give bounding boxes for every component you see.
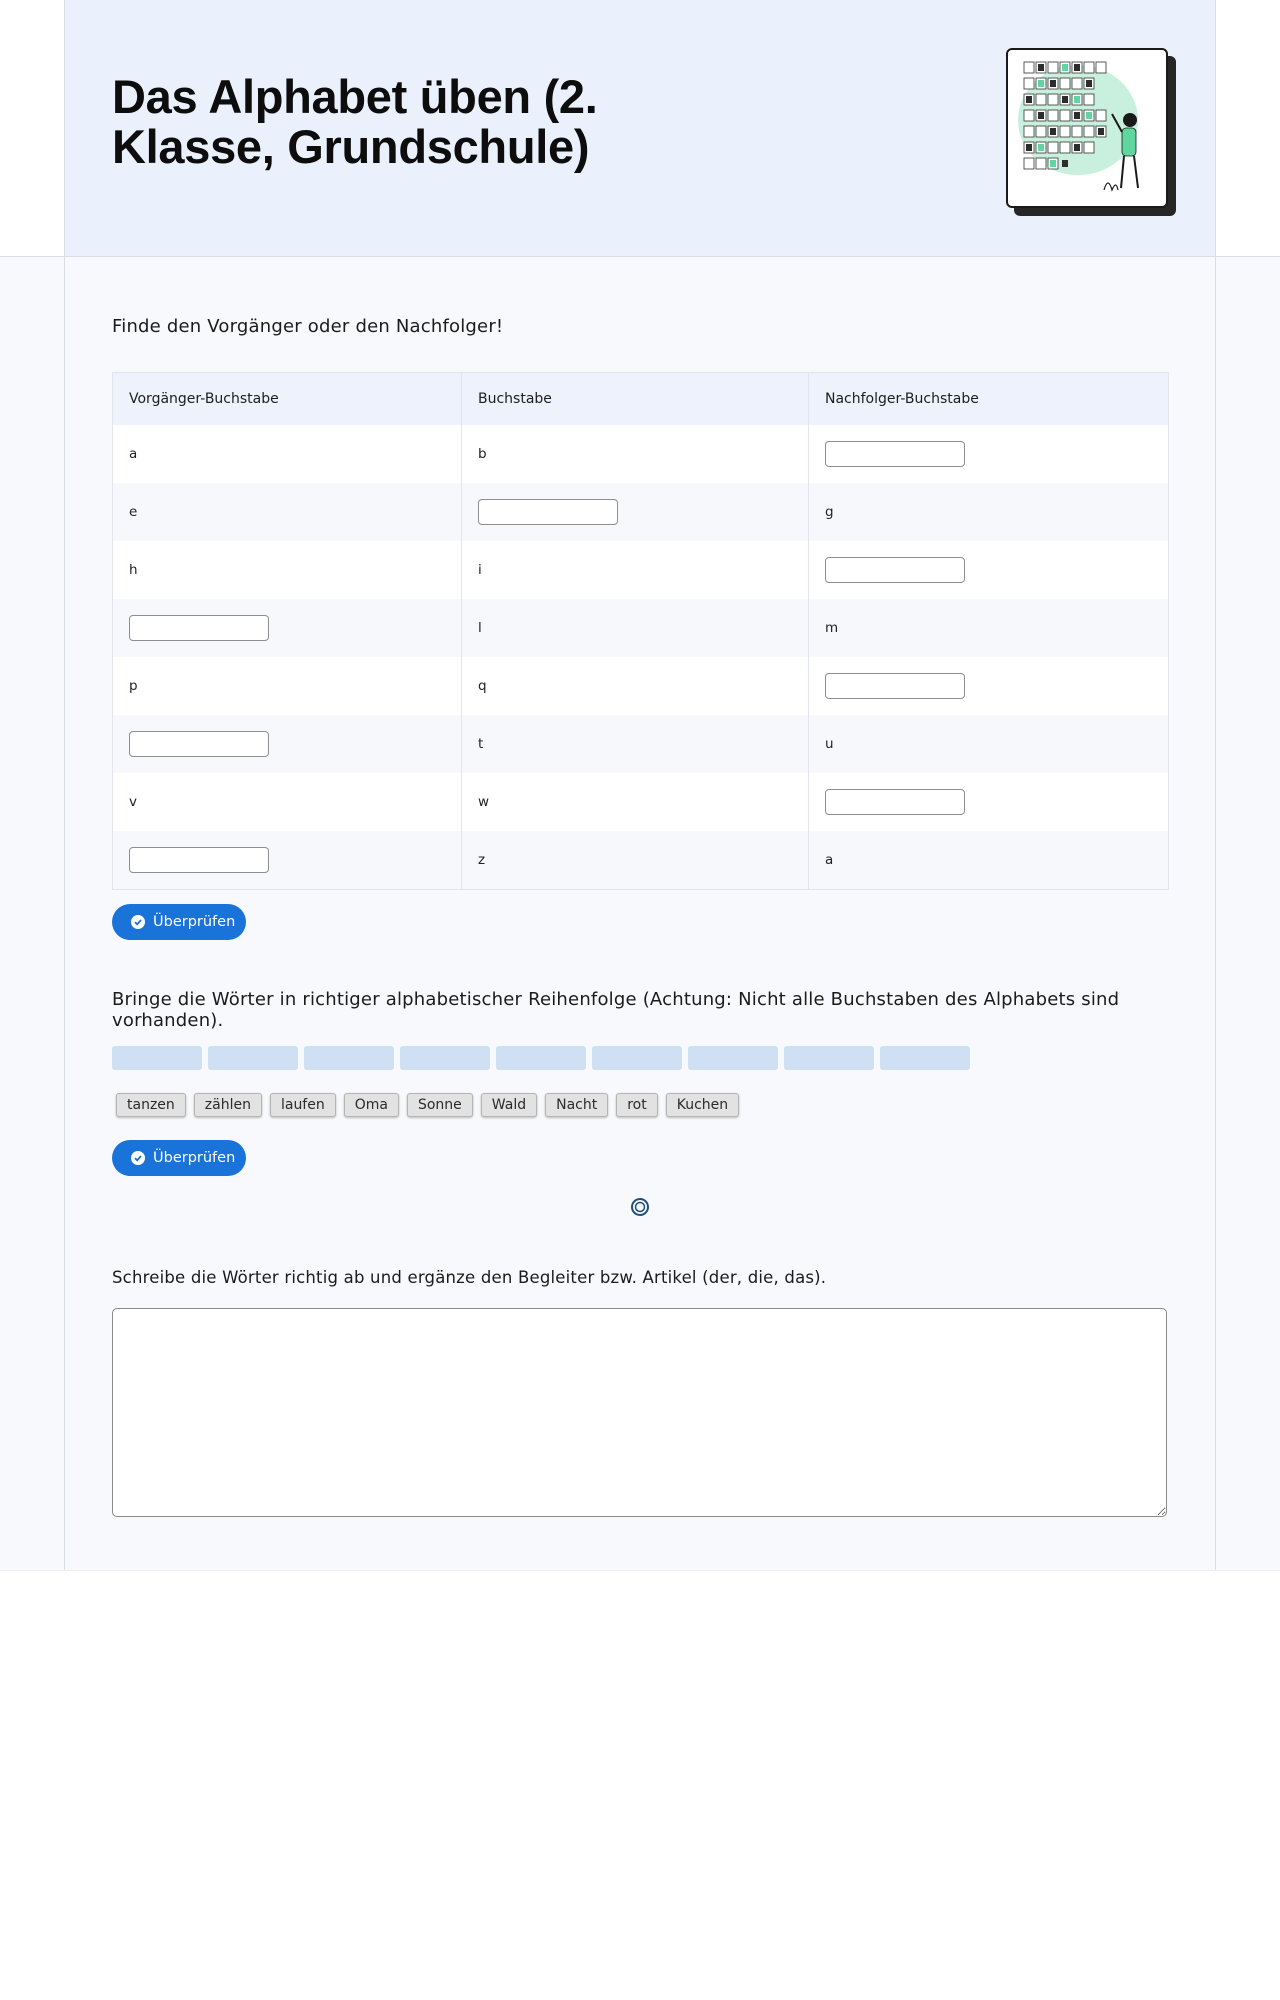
column-header-predecessor: Vorgänger-Buchstabe xyxy=(113,373,462,425)
check-button-task1[interactable] xyxy=(112,904,246,940)
table-row xyxy=(113,541,1168,599)
drop-slot[interactable] xyxy=(496,1046,586,1070)
page-header xyxy=(0,0,1280,257)
word-chip[interactable]: Nacht xyxy=(545,1093,608,1117)
page-title: Das Alphabet üben (2. Klasse, Grundschule) xyxy=(112,70,598,173)
drop-slot[interactable] xyxy=(400,1046,490,1070)
alphabet-letters-image xyxy=(1008,50,1166,206)
cell-predecessor: a xyxy=(113,425,462,483)
cell-successor xyxy=(809,657,1168,715)
check-circle-icon xyxy=(131,1151,145,1165)
cell-successor: m xyxy=(825,620,839,636)
successor-input[interactable] xyxy=(825,441,965,467)
drop-slot[interactable] xyxy=(208,1046,298,1070)
table-row xyxy=(113,773,1168,831)
cell-letter: w xyxy=(462,773,809,831)
drop-slot[interactable] xyxy=(592,1046,682,1070)
check-button-label: Überprüfen xyxy=(153,914,236,930)
predecessor-successor-table xyxy=(112,372,1169,890)
table-row xyxy=(113,483,1168,541)
letter-input[interactable] xyxy=(478,499,618,525)
word-chip[interactable]: tanzen xyxy=(116,1093,186,1117)
cell-letter: b xyxy=(462,425,809,483)
drop-slot[interactable] xyxy=(304,1046,394,1070)
table-header xyxy=(113,373,1168,425)
table-row xyxy=(113,425,1168,483)
table-row xyxy=(113,657,1168,715)
table-row xyxy=(113,831,1168,889)
task3-title: Schreibe die Wörter richtig ab und ergänze den Begleiter bzw. Artikel (der, die, das). xyxy=(112,1268,827,1287)
cell-predecessor xyxy=(113,831,462,889)
successor-input[interactable] xyxy=(825,673,965,699)
cell-successor: a xyxy=(825,852,834,868)
cell-predecessor: h xyxy=(113,541,462,599)
word-chip[interactable]: rot xyxy=(616,1093,658,1117)
cell-successor: g xyxy=(825,504,834,520)
cell-letter: l xyxy=(462,599,809,657)
successor-input[interactable] xyxy=(825,789,965,815)
cell-successor: u xyxy=(825,736,834,752)
task2-title: Bringe die Wörter in richtiger alphabetischer Reihenfolge (Achtung: Nicht alle Buchstaben des Alphabets sind vorhanden). xyxy=(112,989,1120,1031)
cell-letter xyxy=(462,483,809,541)
word-chip[interactable]: zählen xyxy=(194,1093,262,1117)
word-chip[interactable]: Wald xyxy=(481,1093,537,1117)
word-drop-slots xyxy=(112,1046,970,1070)
drop-slot[interactable] xyxy=(784,1046,874,1070)
cell-predecessor xyxy=(113,599,462,657)
drop-slot[interactable] xyxy=(112,1046,202,1070)
answer-textarea[interactable] xyxy=(112,1308,1167,1517)
alphabet-illustration xyxy=(1006,48,1168,208)
word-chip-pool xyxy=(116,1093,739,1117)
predecessor-input[interactable] xyxy=(129,731,269,757)
table-row xyxy=(113,599,1168,657)
drop-slot[interactable] xyxy=(880,1046,970,1070)
check-button-task2[interactable] xyxy=(112,1140,246,1176)
cell-successor xyxy=(809,773,1168,831)
drop-slot[interactable] xyxy=(688,1046,778,1070)
column-header-letter: Buchstabe xyxy=(462,373,809,425)
cell-letter: q xyxy=(462,657,809,715)
cell-predecessor xyxy=(113,715,462,773)
predecessor-input[interactable] xyxy=(129,615,269,641)
word-chip[interactable]: Kuchen xyxy=(666,1093,739,1117)
word-chip[interactable]: laufen xyxy=(270,1093,336,1117)
cell-successor xyxy=(809,425,1168,483)
loading-spinner-icon xyxy=(630,1197,650,1217)
cell-successor xyxy=(809,541,1168,599)
table-row xyxy=(113,715,1168,773)
check-circle-icon xyxy=(131,915,145,929)
task1-title: Finde den Vorgänger oder den Nachfolger! xyxy=(112,316,504,337)
cell-predecessor: p xyxy=(113,657,462,715)
right-rule xyxy=(1215,0,1216,1570)
cell-letter: i xyxy=(462,541,809,599)
column-header-successor: Nachfolger-Buchstabe xyxy=(825,391,979,407)
check-button-label: Überprüfen xyxy=(153,1150,236,1166)
cell-predecessor: e xyxy=(113,483,462,541)
left-rule xyxy=(64,0,65,1570)
word-chip[interactable]: Oma xyxy=(344,1093,399,1117)
cell-letter: t xyxy=(462,715,809,773)
cell-predecessor: v xyxy=(113,773,462,831)
predecessor-input[interactable] xyxy=(129,847,269,873)
cell-letter: z xyxy=(462,831,809,889)
word-chip[interactable]: Sonne xyxy=(407,1093,473,1117)
successor-input[interactable] xyxy=(825,557,965,583)
